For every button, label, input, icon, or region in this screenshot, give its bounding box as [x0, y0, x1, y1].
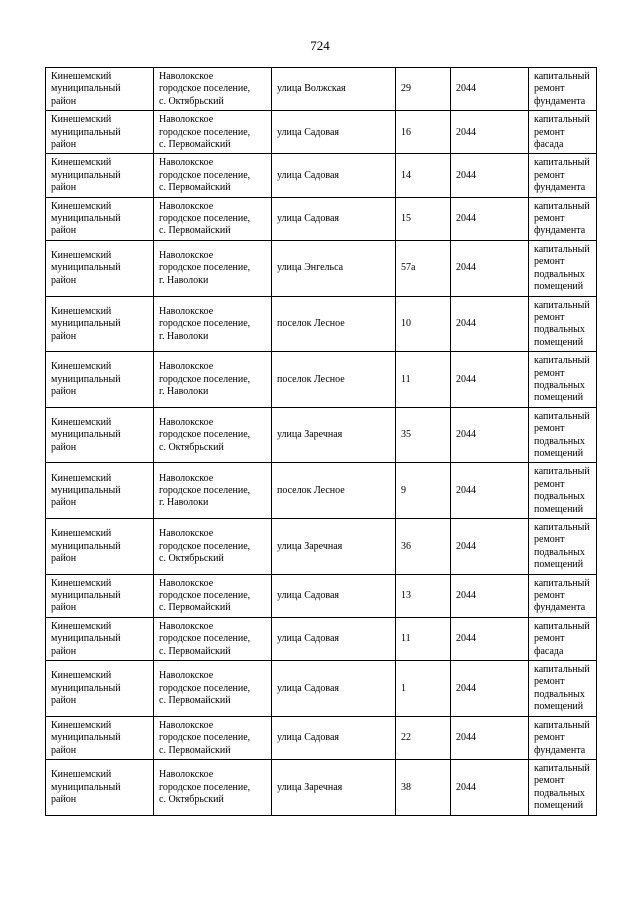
settlement-cell: Наволокское городское поселение, с. Октябрьский [154, 68, 272, 111]
work-type-cell: капитальный ремонт фундамента [529, 68, 597, 111]
settlement-cell: Наволокское городское поселение, с. Первомайский [154, 154, 272, 197]
table-row [46, 574, 597, 617]
house-number-cell: 15 [396, 197, 451, 240]
settlement-cell: Наволокское городское поселение, с. Первомайский [154, 574, 272, 617]
table-row [46, 352, 597, 408]
district-cell: Кинешемский муниципальный район [46, 661, 154, 717]
settlement-cell: Наволокское городское поселение, г. Наволоки [154, 296, 272, 352]
street-cell: улица Садовая [272, 661, 396, 717]
street-cell: улица Садовая [272, 716, 396, 759]
work-type-cell: капитальный ремонт фундамента [529, 574, 597, 617]
house-number-cell: 36 [396, 519, 451, 575]
table-row [46, 759, 597, 815]
work-type-cell: капитальный ремонт фасада [529, 111, 597, 154]
district-cell: Кинешемский муниципальный район [46, 574, 154, 617]
house-number-cell: 13 [396, 574, 451, 617]
street-cell: улица Садовая [272, 154, 396, 197]
year-cell: 2044 [451, 661, 529, 717]
year-cell: 2044 [451, 759, 529, 815]
house-number-cell: 11 [396, 352, 451, 408]
district-cell: Кинешемский муниципальный район [46, 407, 154, 463]
table-row [46, 68, 597, 111]
district-cell: Кинешемский муниципальный район [46, 352, 154, 408]
settlement-cell: Наволокское городское поселение, с. Октябрьский [154, 759, 272, 815]
house-number-cell: 29 [396, 68, 451, 111]
table-row [46, 197, 597, 240]
work-type-cell: капитальный ремонт подвальных помещений [529, 296, 597, 352]
repair-schedule-table [45, 67, 597, 816]
district-cell: Кинешемский муниципальный район [46, 463, 154, 519]
street-cell: улица Садовая [272, 574, 396, 617]
street-cell: улица Волжская [272, 68, 396, 111]
district-cell: Кинешемский муниципальный район [46, 111, 154, 154]
settlement-cell: Наволокское городское поселение, с. Первомайский [154, 617, 272, 660]
settlement-cell: Наволокское городское поселение, г. Наволоки [154, 463, 272, 519]
district-cell: Кинешемский муниципальный район [46, 197, 154, 240]
page-number: 724 [310, 38, 330, 53]
district-cell: Кинешемский муниципальный район [46, 68, 154, 111]
district-cell: Кинешемский муниципальный район [46, 617, 154, 660]
street-cell: поселок Лесное [272, 463, 396, 519]
street-cell: улица Энгельса [272, 240, 396, 296]
settlement-cell: Наволокское городское поселение, с. Первомайский [154, 111, 272, 154]
table-row [46, 661, 597, 717]
work-type-cell: капитальный ремонт подвальных помещений [529, 759, 597, 815]
year-cell: 2044 [451, 463, 529, 519]
table-row [46, 240, 597, 296]
house-number-cell: 35 [396, 407, 451, 463]
street-cell: поселок Лесное [272, 352, 396, 408]
table-row [46, 154, 597, 197]
district-cell: Кинешемский муниципальный район [46, 519, 154, 575]
district-cell: Кинешемский муниципальный район [46, 154, 154, 197]
year-cell: 2044 [451, 407, 529, 463]
street-cell: улица Садовая [272, 111, 396, 154]
year-cell: 2044 [451, 617, 529, 660]
work-type-cell: капитальный ремонт фундамента [529, 197, 597, 240]
year-cell: 2044 [451, 574, 529, 617]
house-number-cell: 11 [396, 617, 451, 660]
year-cell: 2044 [451, 352, 529, 408]
district-cell: Кинешемский муниципальный район [46, 716, 154, 759]
house-number-cell: 1 [396, 661, 451, 717]
settlement-cell: Наволокское городское поселение, с. Октябрьский [154, 407, 272, 463]
year-cell: 2044 [451, 154, 529, 197]
year-cell: 2044 [451, 240, 529, 296]
settlement-cell: Наволокское городское поселение, с. Первомайский [154, 197, 272, 240]
work-type-cell: капитальный ремонт подвальных помещений [529, 661, 597, 717]
table-row [46, 463, 597, 519]
work-type-cell: капитальный ремонт фасада [529, 617, 597, 660]
year-cell: 2044 [451, 519, 529, 575]
house-number-cell: 14 [396, 154, 451, 197]
house-number-cell: 16 [396, 111, 451, 154]
work-type-cell: капитальный ремонт подвальных помещений [529, 407, 597, 463]
work-type-cell: капитальный ремонт подвальных помещений [529, 463, 597, 519]
settlement-cell: Наволокское городское поселение, с. Первомайский [154, 716, 272, 759]
table-row [46, 296, 597, 352]
work-type-cell: капитальный ремонт подвальных помещений [529, 352, 597, 408]
settlement-cell: Наволокское городское поселение, с. Первомайский [154, 661, 272, 717]
house-number-cell: 57а [396, 240, 451, 296]
street-cell: улица Садовая [272, 197, 396, 240]
settlement-cell: Наволокское городское поселение, г. Наволоки [154, 352, 272, 408]
work-type-cell: капитальный ремонт подвальных помещений [529, 519, 597, 575]
house-number-cell: 38 [396, 759, 451, 815]
year-cell: 2044 [451, 716, 529, 759]
settlement-cell: Наволокское городское поселение, с. Октябрьский [154, 519, 272, 575]
district-cell: Кинешемский муниципальный район [46, 240, 154, 296]
street-cell: улица Заречная [272, 519, 396, 575]
house-number-cell: 22 [396, 716, 451, 759]
work-type-cell: капитальный ремонт фундамента [529, 154, 597, 197]
house-number-cell: 10 [396, 296, 451, 352]
table-row [46, 407, 597, 463]
house-number-cell: 9 [396, 463, 451, 519]
district-cell: Кинешемский муниципальный район [46, 759, 154, 815]
district-cell: Кинешемский муниципальный район [46, 296, 154, 352]
year-cell: 2044 [451, 68, 529, 111]
work-type-cell: капитальный ремонт фундамента [529, 716, 597, 759]
table-row [46, 111, 597, 154]
street-cell: улица Заречная [272, 759, 396, 815]
work-type-cell: капитальный ремонт подвальных помещений [529, 240, 597, 296]
settlement-cell: Наволокское городское поселение, г. Наволоки [154, 240, 272, 296]
year-cell: 2044 [451, 111, 529, 154]
table-row [46, 617, 597, 660]
table-row [46, 519, 597, 575]
table-row [46, 716, 597, 759]
street-cell: поселок Лесное [272, 296, 396, 352]
year-cell: 2044 [451, 197, 529, 240]
year-cell: 2044 [451, 296, 529, 352]
street-cell: улица Садовая [272, 617, 396, 660]
street-cell: улица Заречная [272, 407, 396, 463]
